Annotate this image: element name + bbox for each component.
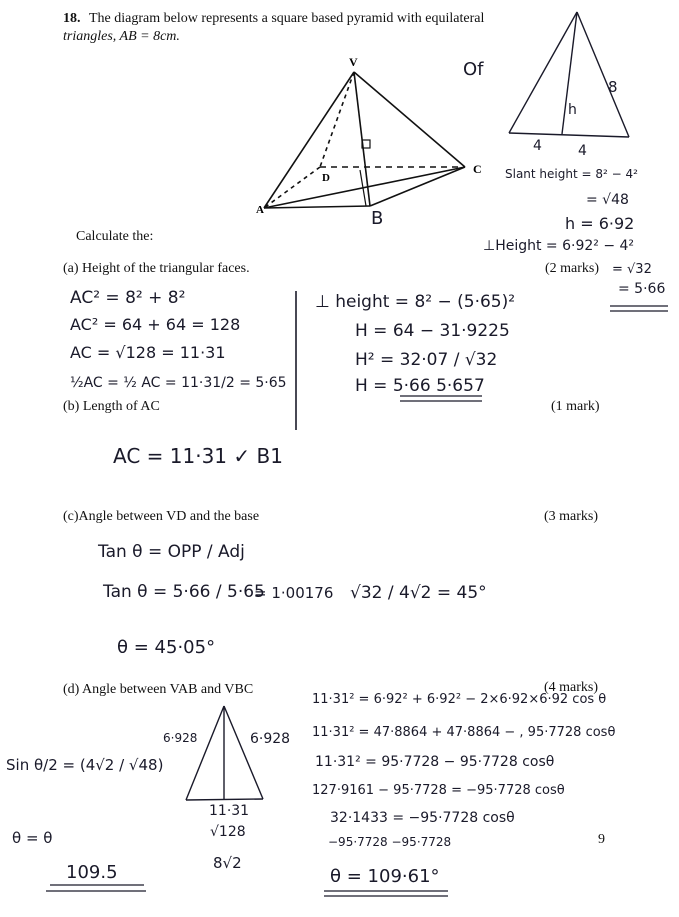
work-a-line3: AC = √128 = 11·31: [70, 343, 226, 362]
work-d-row6: −95·7728 −95·7728: [328, 835, 452, 849]
height-line-text: ⊥Height = 6·92² − 4²: [483, 238, 635, 254]
part-c-marks: (3 marks): [544, 509, 599, 524]
part-d-marks: (4 marks): [544, 680, 599, 695]
slant-height-line2: = √48: [586, 192, 629, 208]
perp-line2: H = 64 − 31·9225: [355, 321, 510, 341]
work-c-line3: θ = 45·05°: [117, 637, 216, 658]
edge-va: [264, 72, 354, 208]
tri-base-root128: √128: [210, 824, 246, 840]
work-d-row4: 127·9161 − 95·7728 = −95·7728 cosθ: [312, 783, 565, 798]
part-a-marks: (2 marks): [545, 261, 600, 276]
work-b-answer: AC = 11·31 ✓ B1: [113, 444, 283, 468]
perp-line4: H = 5·66 5·657: [355, 376, 485, 396]
slant-height-line1: Slant height = 8² − 4²: [505, 167, 638, 181]
part-d-label: (d) Angle between VAB and VBC: [63, 682, 254, 697]
triangle-sketch: [509, 12, 629, 137]
question-stem-line2: triangles, AB = 8cm.: [63, 29, 180, 44]
work-d-row3: 11·31² = 95·7728 − 95·7728 cosθ: [315, 754, 555, 770]
triangle-half-right: 4: [578, 143, 587, 159]
calculate-heading: Calculate the:: [76, 229, 154, 244]
work-a-line1: AC² = 8² + 8²: [70, 288, 186, 308]
tri-base-label: 11·31: [209, 803, 250, 819]
answer-1095: 109.5: [66, 862, 118, 883]
pyramid-diagram: [264, 72, 465, 208]
edge-vd: [320, 72, 354, 167]
work-c-line2b: = 1·00176: [254, 584, 334, 602]
work-d-row7: θ = 109·61°: [330, 866, 440, 887]
tri-base-8root2: 8√2: [213, 854, 242, 872]
part-b-label: (b) Length of AC: [63, 399, 160, 414]
part-c-label: (c)Angle between VD and the base: [63, 509, 260, 524]
diagonal-ac: [264, 167, 465, 208]
edge-bc: [370, 167, 465, 206]
root32-text: = √32: [612, 262, 652, 277]
result-566: = 5·66: [618, 281, 666, 297]
work-d-row2: 11·31² = 47·8864 + 47·8864 − , 95·7728 cosθ: [312, 725, 616, 740]
triangle-h-label: h: [568, 102, 577, 118]
question-number: 18.: [63, 11, 81, 26]
perp-line3: H² = 32·07 / √32: [355, 350, 498, 370]
perp-line1: ⊥ height = 8² − (5·65)²: [315, 292, 516, 312]
edge-vc: [354, 72, 465, 167]
of-note: Of: [463, 59, 484, 80]
part-a-label: (a) Height of the triangular faces.: [63, 261, 250, 276]
work-c-line1: Tan θ = OPP / Adj: [98, 542, 245, 562]
label-b: B: [371, 208, 384, 229]
edge-vb: [354, 72, 370, 206]
sine-working: Sin θ/2 = (4√2 / √48): [6, 756, 164, 774]
face-triangle-sketch: [186, 706, 263, 800]
triangle-half-left: 4: [533, 138, 542, 154]
work-a-line2: AC² = 64 + 64 = 128: [70, 315, 241, 334]
work-a-line4: ½AC = ½ AC = 11·31/2 = 5·65: [70, 375, 287, 391]
work-d-row1: 11·31² = 6·92² + 6·92² − 2×6·92×6·92 cos θ: [312, 692, 607, 707]
label-a: A: [256, 204, 264, 216]
question-stem-line1: The diagram below represents a square based pyramid with equilateral: [89, 11, 485, 26]
work-d-row5: 32·1433 = −95·7728 cosθ: [330, 810, 515, 826]
work-c-line2c: √32 / 4√2 = 45°: [350, 583, 487, 603]
label-d: D: [322, 172, 330, 184]
label-v: V: [349, 55, 358, 69]
work-c-line2a: Tan θ = 5·66 / 5·65: [103, 582, 265, 602]
edge-ab: [264, 206, 370, 208]
page-number: 9: [598, 832, 605, 847]
triangle-side-label: 8: [608, 78, 618, 96]
tri-right-label: 6·928: [250, 731, 291, 747]
label-c: C: [473, 162, 482, 176]
part-b-marks: (1 mark): [551, 399, 600, 414]
h-value: h = 6·92: [565, 214, 635, 233]
tri-left-label: 6·928: [163, 731, 198, 745]
theta-equals: θ = θ: [12, 829, 53, 847]
